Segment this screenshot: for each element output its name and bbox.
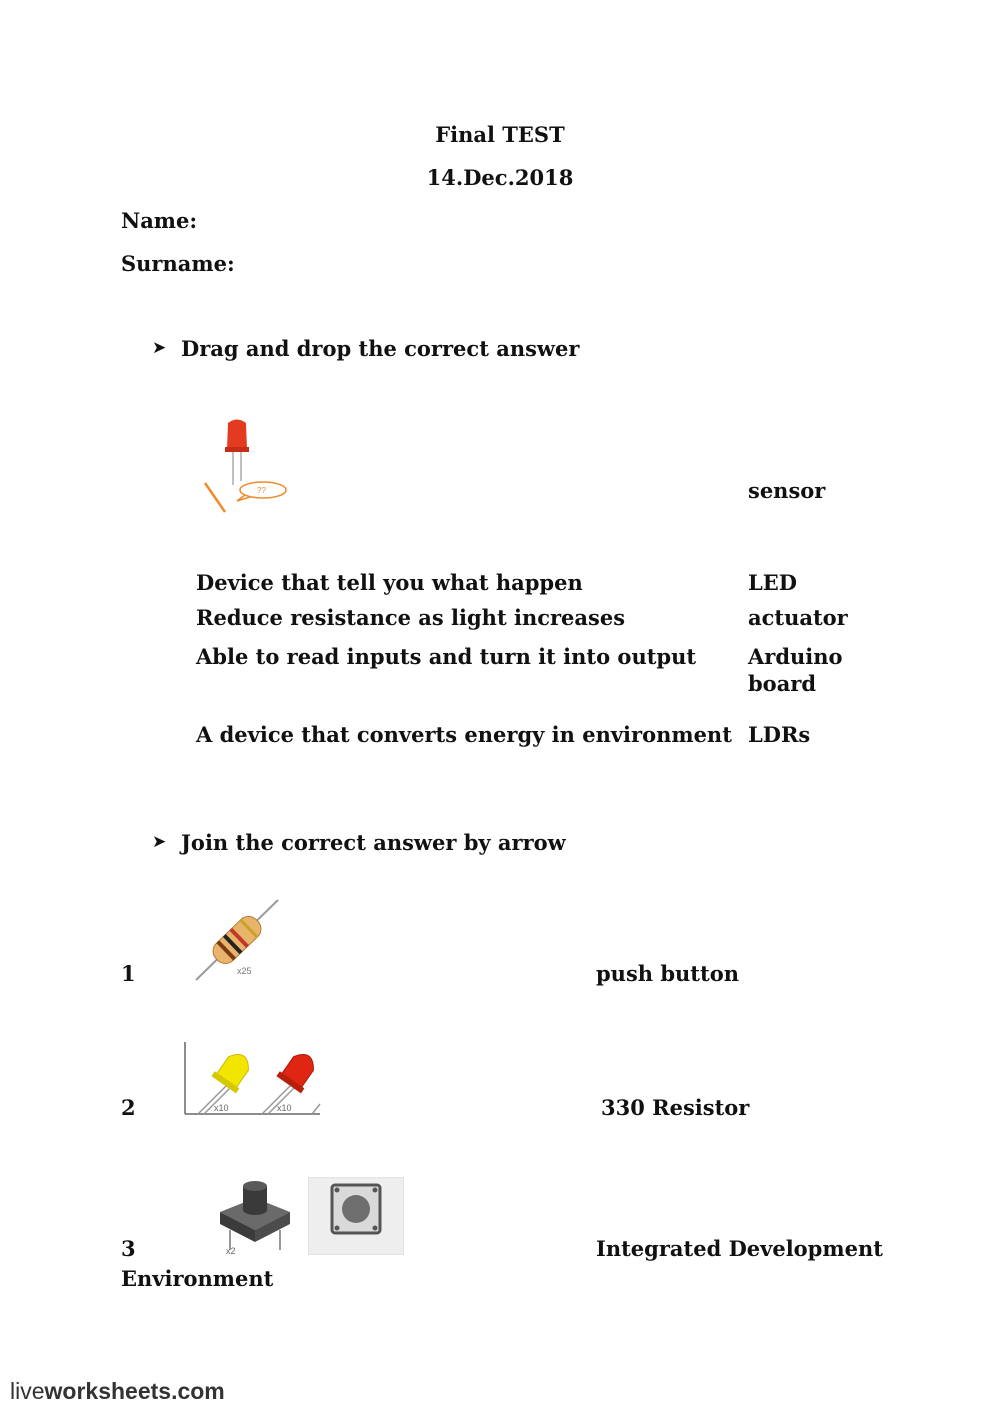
answer-sensor[interactable]: sensor <box>748 478 826 503</box>
answer-actuator[interactable]: actuator <box>748 605 848 630</box>
answer-push-button[interactable]: push button <box>596 961 739 986</box>
tactile-switch-image <box>308 1177 404 1255</box>
section1-instruction: Drag and drop the correct answer <box>181 336 580 361</box>
question-bubble-text: ?? <box>257 486 266 495</box>
page-title: Final TEST <box>435 122 565 147</box>
item-number-2: 2 <box>121 1095 136 1120</box>
answer-ide-cont[interactable]: Environment <box>121 1266 274 1291</box>
answer-arduino[interactable]: Arduino <box>748 644 843 669</box>
definition-3: Able to read inputs and turn it into output <box>196 644 697 669</box>
resistor-image <box>192 898 282 984</box>
name-label: Name: <box>121 208 198 233</box>
definition-1: Device that tell you what happen <box>196 570 583 595</box>
answer-led[interactable]: LED <box>748 570 797 595</box>
leds-image <box>184 1042 322 1118</box>
liveworksheets-logo[interactable]: liveworksheets.com <box>10 1378 225 1404</box>
answer-330-resistor[interactable]: 330 Resistor <box>601 1095 750 1120</box>
section2-instruction: Join the correct answer by arrow <box>181 830 566 855</box>
arrow-bullet-icon: ➤ <box>152 832 167 852</box>
push-button-image <box>216 1178 294 1258</box>
item-number-1: 1 <box>121 961 136 986</box>
arrow-bullet-icon: ➤ <box>152 338 167 358</box>
test-date: 14.Dec.2018 <box>426 165 574 190</box>
led-question-image <box>195 415 295 520</box>
led-qty-yellow: x10 <box>214 1103 229 1113</box>
answer-ide[interactable]: Integrated Development <box>596 1236 883 1261</box>
answer-arduino-board[interactable]: board <box>748 671 817 696</box>
item-number-3: 3 <box>121 1236 136 1261</box>
definition-2: Reduce resistance as light increases <box>196 605 626 630</box>
surname-label: Surname: <box>121 251 235 276</box>
answer-ldrs[interactable]: LDRs <box>748 722 811 747</box>
led-qty-red: x10 <box>277 1103 292 1113</box>
resistor-qty: x25 <box>237 966 252 976</box>
button-qty: x2 <box>226 1246 236 1256</box>
definition-4: A device that converts energy in environment <box>196 722 732 747</box>
